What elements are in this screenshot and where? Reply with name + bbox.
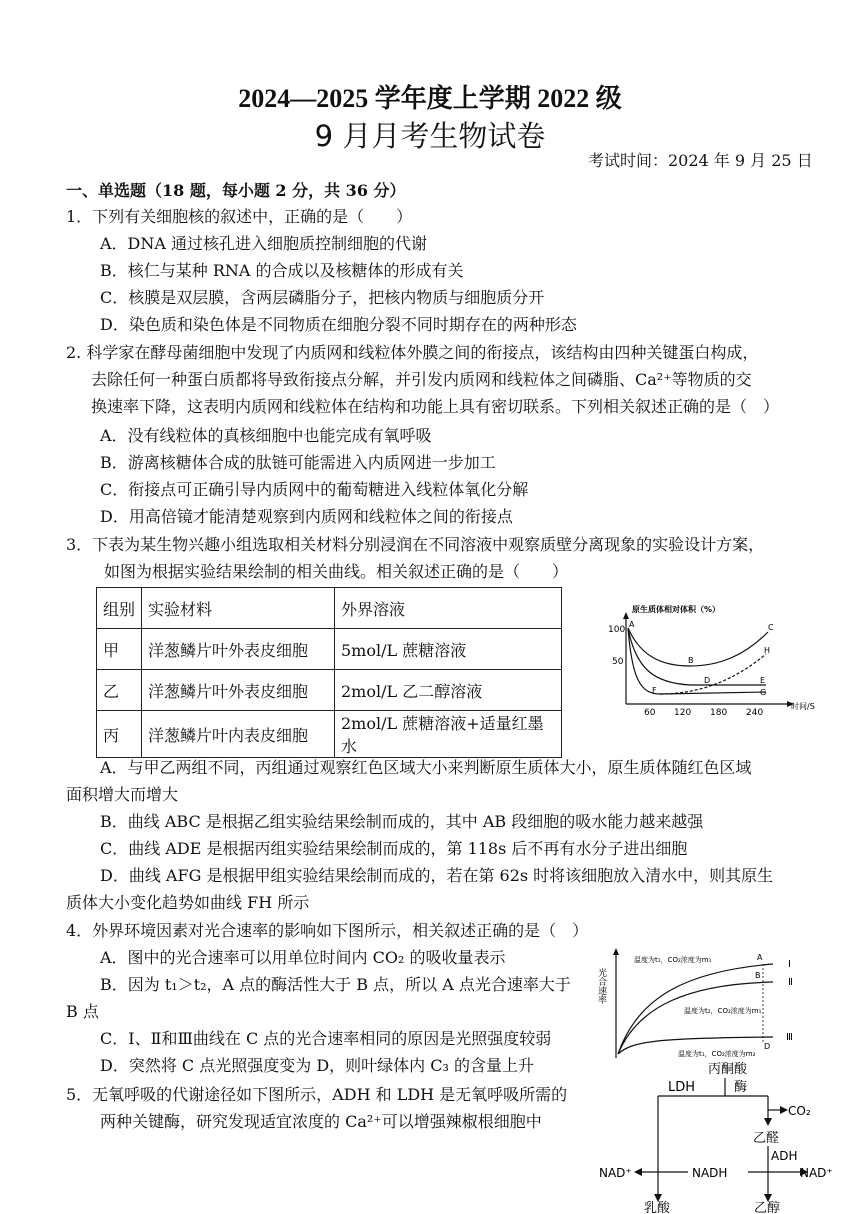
title-line-1: 2024—2025 学年度上学期 2022 级 (238, 84, 622, 113)
table-cell: 乙 (97, 670, 142, 711)
table-row (97, 711, 562, 758)
curve-abc (628, 628, 771, 666)
table-cell: 甲 (97, 629, 142, 670)
lactate-label: 乳酸 (644, 1201, 671, 1214)
co2-label: CO₂ (788, 1104, 811, 1118)
q1-option-c: C．核膜是双层膜，含两层磷脂分子，把核内物质与细胞质分开 (100, 288, 545, 307)
curve-ade (628, 628, 766, 685)
q3-option-a-line-2: 面积增大而增大 (66, 785, 179, 804)
curve-label: Ⅰ (788, 959, 791, 970)
point-label: B (688, 656, 694, 665)
q4-option-d: D．突然将 C 点光照强度变为 D，则叶绿体内 C₃ 的含量上升 (100, 1056, 534, 1075)
q3-stem-line-2: 如图为根据实验结果绘制的相关曲线。相关叙述正确的是（ ） (104, 562, 569, 581)
x-tick-label: 240 (746, 708, 764, 718)
condition-label-3: 温度为t₁，CO₂浓度为m₂ (678, 1050, 756, 1058)
point-label: A (629, 620, 635, 629)
experiment-table (96, 587, 562, 758)
y-tick-label: 100 (608, 625, 626, 635)
q3-option-d-line-1: D．曲线 AFG 是根据甲组实验结果绘制而成的，若在第 62s 时将该细胞放入清水中，则其原生 (100, 866, 774, 885)
curve-fh (660, 654, 766, 694)
nad-right-label: NAD⁺ (800, 1166, 833, 1180)
q2-option-b: B．游离核糖体合成的肽链可能需进入内质网进一步加工 (100, 453, 496, 472)
point-label: C (768, 623, 774, 632)
condition-label-1: 温度为t₁，CO₂浓度为m₁ (634, 956, 712, 964)
q3-stem-line-1: 3．下表为某生物兴趣小组选取相关材料分别浸润在不同溶液中观察质壁分离现象的实验设计方案， (66, 535, 765, 554)
adh-label: ADH (771, 1149, 798, 1163)
q2-stem-line-3: 换速率下降，这表明内质网和线粒体在结构和功能上具有密切联系。下列相关叙述正确的是（ ） (91, 397, 780, 416)
q3-option-b: B．曲线 ABC 是根据乙组实验结果绘制而成的，其中 AB 段细胞的吸水能力越来越强 (100, 812, 704, 831)
table-cell: 洋葱鳞片叶外表皮细胞 (142, 629, 335, 670)
y-tick-label: 50 (612, 657, 624, 667)
q3-option-d-line-2: 质体大小变化趋势如曲线 FH 所示 (66, 893, 310, 912)
q2-option-c: C．衔接点可正确引导内质网中的葡萄糖进入线粒体氧化分解 (100, 480, 529, 499)
point-label: F (652, 686, 657, 695)
point-label: A (757, 953, 763, 962)
table-header-cell: 外界溶液 (335, 588, 562, 629)
q2-option-d: D．用高倍镜才能清楚观察到内质网和线粒体之间的衔接点 (100, 507, 513, 526)
q1-stem: 1．下列有关细胞核的叙述中，正确的是（ ） (66, 207, 413, 226)
point-label: E (760, 676, 766, 685)
acetaldehyde-arrowhead (764, 1118, 772, 1126)
section-heading: 一、单选题（18 题，每小题 2 分，共 36 分） (66, 181, 406, 200)
nadh-label: NADH (692, 1166, 728, 1180)
q3-option-c: C．曲线 ADE 是根据丙组实验结果绘制而成的，第 118s 后不再有水分子进出细胞 (100, 839, 688, 858)
q2-stem-line-2: 去除任何一种蛋白质都将导致衔接点分解，并引发内质网和线粒体之间磷脂、Ca²⁺等物质的交 (91, 370, 752, 389)
x-tick-label: 60 (644, 708, 656, 718)
table-cell: 5mol/L 蔗糖溶液 (335, 629, 562, 670)
ethanol-label: 乙醇 (754, 1201, 781, 1214)
q5-stem-line-2: 两种关键酶，研究发现适宜浓度的 Ca²⁺可以增强辣椒根细胞中 (100, 1112, 542, 1131)
ldh-label: LDH (668, 1080, 696, 1095)
q4-stem: 4．外界环境因素对光合速率的影响如下图所示，相关叙述正确的是（ ） (66, 921, 589, 940)
anaerobic-pathway-diagram (598, 1060, 838, 1214)
q5-stem-line-1: 5．无氧呼吸的代谢途径如下图所示，ADH 和 LDH 是无氧呼吸所需的 (66, 1085, 568, 1104)
point-label: B (755, 971, 761, 980)
curve-afg (628, 628, 766, 694)
exam-time: 考试时间：2024 年 9 月 25 日 (588, 151, 813, 170)
y-axis-arrow (613, 948, 619, 955)
table-row (97, 629, 562, 670)
x-tick-label: 180 (710, 708, 728, 718)
q4-photosynthesis-graph (598, 946, 808, 1062)
q4-option-b-line-1: B．因为 t₁＞t₂，A 点的酶活性大于 B 点，所以 A 点光合速率大于 (100, 975, 571, 994)
point-label: G (760, 688, 767, 697)
q1-option-a: A．DNA 通过核孔进入细胞质控制细胞的代谢 (100, 234, 428, 253)
nad-left-arrowhead (634, 1168, 642, 1176)
table-cell: 丙 (97, 711, 142, 758)
x-tick-label: 120 (674, 708, 692, 718)
y-axis-arrow (623, 612, 629, 619)
q4-option-c: C．Ⅰ、Ⅱ和Ⅲ曲线在 C 点的光合速率相同的原因是光照强度较弱 (100, 1029, 552, 1048)
table-cell: 洋葱鳞片叶内表皮细胞 (142, 711, 335, 758)
point-label: D (764, 1042, 771, 1051)
table-row (97, 670, 562, 711)
graph-ylabel: 原生质体相对体积（%） (632, 605, 721, 614)
co2-arrowhead (780, 1106, 788, 1114)
enzyme-label: 酶 (734, 1080, 748, 1095)
table-header-cell: 组别 (97, 588, 142, 629)
point-label: H (764, 646, 771, 655)
curve-label: Ⅲ (786, 1032, 793, 1043)
condition-label-2: 温度为t₂，CO₂浓度为m₁ (684, 1007, 762, 1015)
q1-option-b: B．核仁与某种 RNA 的合成以及核糖体的形成有关 (100, 261, 464, 280)
table-header-cell: 实验材料 (142, 588, 335, 629)
q2-stem-line-1: 2. 科学家在酵母菌细胞中发现了内质网和线粒体外膜之间的衔接点，该结构由四种关键蛋白构成， (66, 343, 759, 362)
x-axis-label: 时间/S (791, 702, 815, 711)
graph-ylabel: 光合速率 (596, 968, 606, 1004)
q3-option-a-line-1: A．与甲乙两组不同，丙组通过观察红色区域大小来判断原生质体大小，原生质体随红色区域 (100, 758, 752, 777)
q1-option-d: D．染色质和染色体是不同物质在细胞分裂不同时期存在的两种形态 (100, 315, 577, 334)
acetaldehyde-label: 乙醛 (753, 1131, 780, 1146)
curve-label: Ⅱ (788, 977, 793, 988)
q3-protoplast-volume-graph (600, 600, 830, 720)
table-cell: 2mol/L 乙二醇溶液 (335, 670, 562, 711)
table-header-row (97, 588, 562, 629)
table-cell: 2mol/L 蔗糖溶液+适量红墨水 (335, 711, 562, 758)
q4-option-b-line-2: B 点 (66, 1002, 99, 1021)
pyruvate-label: 丙酮酸 (708, 1062, 748, 1077)
q4-option-a: A．图中的光合速率可以用单位时间内 CO₂ 的吸收量表示 (100, 948, 506, 967)
table-cell: 洋葱鳞片叶外表皮细胞 (142, 670, 335, 711)
point-label: D (704, 676, 711, 685)
q2-option-a: A．没有线粒体的真核细胞中也能完成有氧呼吸 (100, 426, 432, 445)
nad-left-label: NAD⁺ (599, 1166, 632, 1180)
title-line-2: 9 月月考生物试卷 (314, 119, 546, 153)
